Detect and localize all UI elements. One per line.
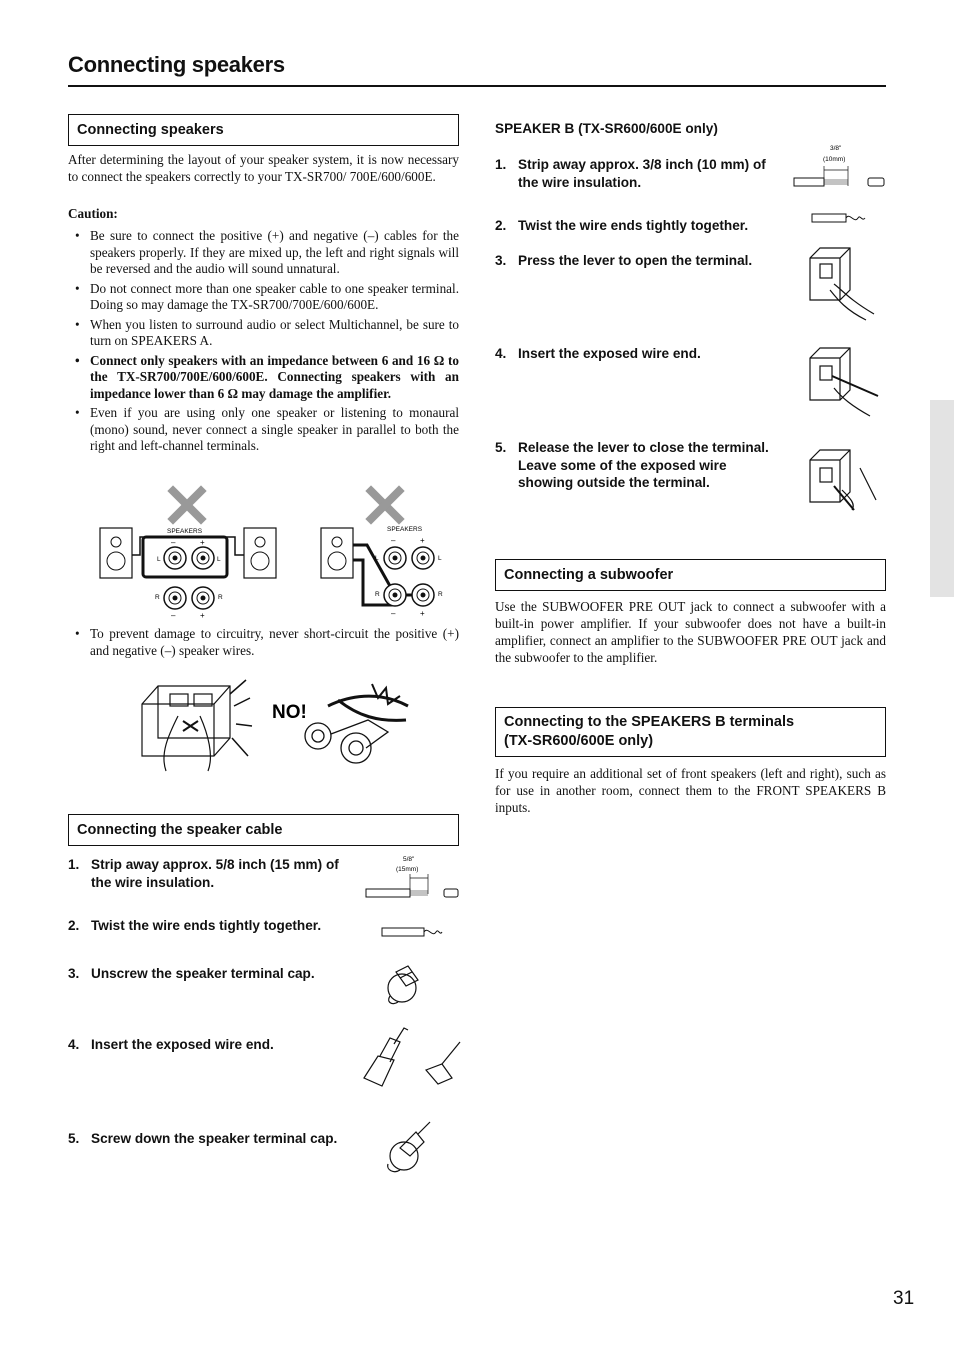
svg-text:3/8": 3/8" bbox=[830, 145, 842, 152]
speaker-b-step-1 bbox=[495, 156, 780, 191]
minus-label: – bbox=[391, 609, 396, 618]
step-text: Insert the exposed wire end. bbox=[91, 1037, 274, 1052]
svg-text:(10mm): (10mm) bbox=[823, 156, 846, 163]
heading-line: (TX-SR600/600E only) bbox=[504, 733, 654, 749]
plus-label: + bbox=[200, 538, 205, 547]
speaker-b-step-2 bbox=[495, 217, 780, 235]
step-number: 4. bbox=[68, 1037, 80, 1052]
left-label: L bbox=[157, 556, 161, 563]
section-heading-connecting-speakers: Connecting speakers bbox=[68, 114, 459, 146]
caution-item: • Even if you are using only one speaker or listening to monaural (mono) sound, never connect a single speaker in parallel to both the right and left-channel terminals. bbox=[68, 405, 459, 455]
right-label: R bbox=[218, 594, 223, 601]
right-label: R bbox=[155, 594, 160, 601]
subwoofer-paragraph: Use the SUBWOOFER PRE OUT jack to connect a subwoofer with a built-in power amplifier. If your subwoofer does not have a built-in amplifier, connect an amplifier to the SUBWOOFER PRE OUT jack and the subwoofer to the amplifier. bbox=[495, 599, 886, 665]
minus-label: – bbox=[391, 536, 396, 545]
cable-step-1 bbox=[68, 856, 358, 891]
step-text: Twist the wire ends tightly together. bbox=[518, 218, 749, 233]
page-title: Connecting speakers bbox=[68, 52, 285, 77]
caution-list bbox=[68, 228, 459, 458]
step-number: 5. bbox=[495, 440, 507, 455]
minus-label: – bbox=[171, 611, 176, 620]
cable-step-4 bbox=[68, 1036, 358, 1054]
wrong-wiring-a bbox=[100, 491, 276, 620]
cable-step-illustrations bbox=[360, 852, 462, 1182]
step-text: Insert the exposed wire end. bbox=[518, 346, 701, 361]
step-number: 5. bbox=[68, 1131, 80, 1146]
wire-strip-illustration bbox=[366, 856, 458, 897]
svg-text:5/8": 5/8" bbox=[403, 856, 415, 863]
plus-label: + bbox=[420, 609, 425, 618]
plus-label: + bbox=[420, 536, 425, 545]
press-lever-illustration bbox=[810, 248, 874, 320]
caution-item: • Do not connect more than one speaker cable to one speaker terminal. Doing so may damage the TX-SR700/700E/600/600E. bbox=[68, 281, 459, 314]
twisted-wire-illustration bbox=[812, 214, 865, 222]
step-number: 2. bbox=[68, 918, 80, 933]
speaker-b-heading: SPEAKER B (TX-SR600/600E only) bbox=[495, 121, 718, 136]
no-label: NO! bbox=[272, 702, 307, 723]
svg-text:(15mm): (15mm) bbox=[396, 866, 419, 873]
cable-step-2 bbox=[68, 917, 358, 935]
speaker-b-step-3 bbox=[495, 252, 780, 270]
side-tab bbox=[930, 400, 954, 597]
right-label: R bbox=[375, 591, 380, 598]
insert-wire-illustration bbox=[364, 1028, 460, 1086]
short-circuit-warning: • To prevent damage to circuitry, never short-circuit the positive (+) and negative (–) speaker wires. bbox=[68, 626, 459, 659]
step-text: Unscrew the speaker terminal cap. bbox=[91, 966, 315, 981]
cross-icon bbox=[173, 491, 201, 519]
step-number: 1. bbox=[68, 857, 80, 872]
minus-label: – bbox=[171, 538, 176, 547]
cross-icon bbox=[371, 491, 399, 519]
left-label: L bbox=[438, 555, 442, 562]
shorted-binding-posts-illustration bbox=[305, 684, 408, 763]
wrong-wiring-diagram bbox=[95, 485, 455, 625]
short-circuit-list bbox=[68, 626, 459, 662]
plus-label: + bbox=[200, 611, 205, 620]
step-text: Release the lever to close the terminal. Leave some of the exposed wire showing outside the terminal. bbox=[518, 440, 769, 490]
speaker-b-step-5 bbox=[495, 439, 780, 492]
step-number: 3. bbox=[68, 966, 80, 981]
step-text: Strip away approx. 3/8 inch (10 mm) of the wire insulation. bbox=[518, 157, 766, 190]
step-text: Press the lever to open the terminal. bbox=[518, 253, 753, 268]
section-heading-speaker-cable: Connecting the speaker cable bbox=[68, 814, 459, 846]
heading-line: Connecting to the SPEAKERS B terminals bbox=[504, 714, 795, 730]
terminal-panel-illustration bbox=[142, 680, 252, 771]
step-number: 2. bbox=[495, 218, 507, 233]
wire-strip-illustration bbox=[794, 145, 884, 186]
intro-paragraph: After determining the layout of your speaker system, it is now necessary to connect the speakers correctly to your TX-SR700/ 700E/600/600E. bbox=[68, 152, 459, 184]
unscrew-cap-illustration bbox=[388, 966, 418, 1004]
step-text: Screw down the speaker terminal cap. bbox=[91, 1131, 338, 1146]
cable-step-5 bbox=[68, 1130, 338, 1148]
page-number: 31 bbox=[893, 1288, 915, 1309]
speaker-b-step-4 bbox=[495, 345, 780, 363]
right-label: R bbox=[438, 591, 443, 598]
screw-down-cap-illustration bbox=[388, 1122, 430, 1172]
caution-item: • Connect only speakers with an impedance between 6 and 16 Ω to the TX-SR700/700E/600/600E. Connecting speakers with an impedance lower than 6 Ω may damage the amplifier. bbox=[68, 353, 459, 403]
caution-item: • When you listen to surround audio or select Multichannel, be sure to turn on SPEAKERS A. bbox=[68, 317, 459, 350]
cable-step-3 bbox=[68, 965, 358, 983]
step-text: Twist the wire ends tightly together. bbox=[91, 918, 322, 933]
title-rule bbox=[68, 85, 886, 87]
release-lever-illustration bbox=[810, 450, 876, 510]
step-number: 3. bbox=[495, 253, 507, 268]
step-number: 1. bbox=[495, 157, 507, 172]
section-heading-subwoofer: Connecting a subwoofer bbox=[495, 559, 886, 591]
short-circuit-illustration bbox=[138, 676, 418, 776]
speakers-label: SPEAKERS bbox=[387, 526, 423, 533]
twisted-wire-illustration bbox=[382, 928, 442, 936]
insert-wire-illustration bbox=[810, 348, 878, 416]
speaker-b-illustrations bbox=[790, 140, 890, 520]
speakers-b-paragraph: If you require an additional set of front speakers (left and right), such as for use in another room, connect them to the FRONT SPEAKERS B inputs. bbox=[495, 766, 886, 815]
caution-label: Caution: bbox=[68, 206, 118, 221]
speakers-label: SPEAKERS bbox=[167, 528, 203, 535]
step-text: Strip away approx. 5/8 inch (15 mm) of the wire insulation. bbox=[91, 857, 339, 890]
section-heading-speakers-b bbox=[495, 707, 886, 757]
step-number: 4. bbox=[495, 346, 507, 361]
wrong-wiring-b bbox=[321, 491, 443, 618]
left-label: L bbox=[217, 556, 221, 563]
left-label: L bbox=[375, 555, 379, 562]
caution-item: • Be sure to connect the positive (+) and negative (–) cables for the speakers properly. If they are mixed up, the left and right signals will be reversed and the audio will sound unnatural. bbox=[68, 228, 459, 278]
